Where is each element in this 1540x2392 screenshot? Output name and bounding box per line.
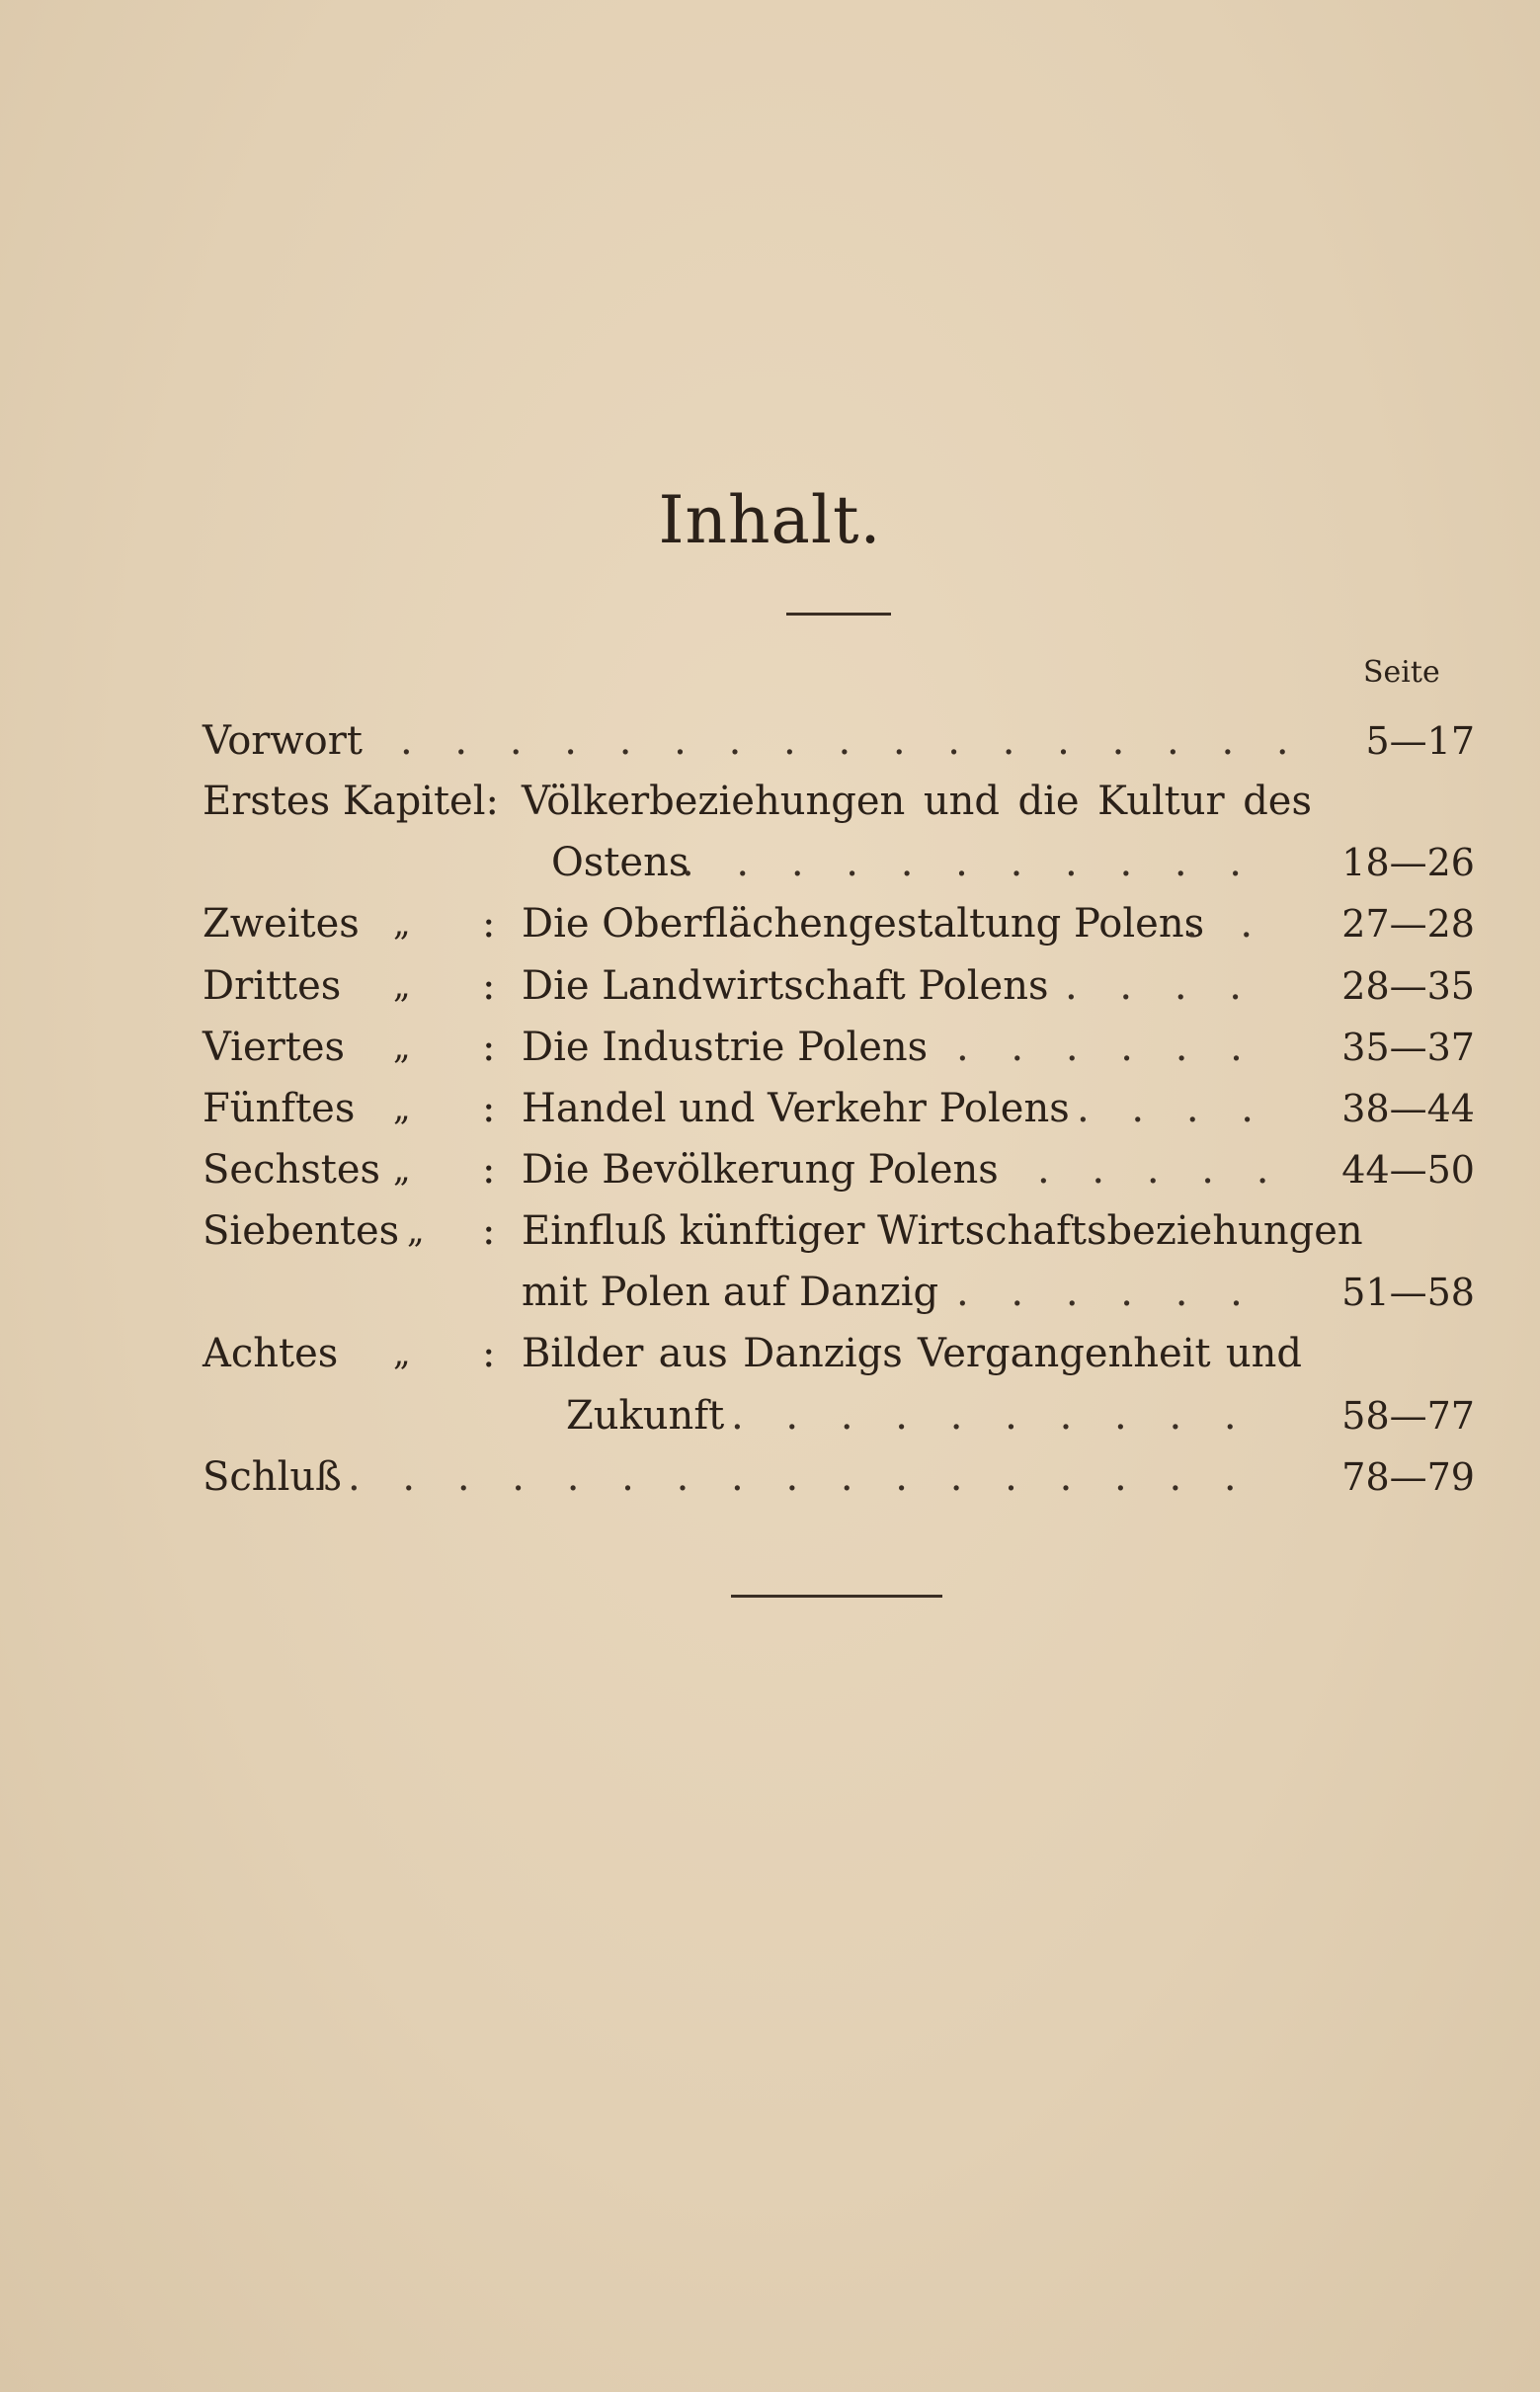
colon: : — [482, 963, 496, 1009]
toc-pages-siebentes: 51—58 — [1341, 1271, 1475, 1314]
closing-divider — [731, 1595, 942, 1598]
toc-pages-sechstes: 44—50 — [1341, 1148, 1475, 1192]
leader-dots: . . . . — [1077, 1086, 1269, 1131]
toc-title-drittes: Die Landwirtschaft Polens — [522, 963, 1049, 1009]
ditto-mark: „ — [393, 966, 411, 1006]
leader-dots: . . . . . . — [956, 1025, 1257, 1070]
toc-pages-zweites: 27—28 — [1341, 902, 1475, 946]
toc-title-achtes-line2: Zukunft — [566, 1393, 725, 1439]
ditto-mark: „ — [393, 1334, 411, 1373]
leader-dots: . . . . . — [1037, 1147, 1284, 1193]
toc-title-viertes: Die Industrie Polens — [522, 1025, 929, 1070]
toc-label-siebentes: Siebentes — [203, 1208, 400, 1254]
colon: : — [482, 1331, 496, 1376]
page-title: Inhalt. — [658, 482, 882, 558]
toc-title-sechstes: Die Bevölkerung Polens — [522, 1147, 999, 1193]
ditto-mark: „ — [393, 1028, 411, 1067]
toc-label-schluss: Schluß — [203, 1454, 342, 1500]
ditto-mark: „ — [393, 904, 411, 944]
toc-title-erstes-line1: Völkerbeziehungen und die Kultur des — [522, 779, 1312, 824]
leader-dots: . . . . . . . . . . — [731, 1393, 1252, 1439]
colon: : — [482, 901, 496, 947]
leader-dots: . . — [1185, 901, 1268, 947]
toc-title-siebentes-line2: mit Polen auf Danzig — [522, 1270, 939, 1315]
toc-pages-erstes: 18—26 — [1341, 841, 1475, 884]
ditto-mark: „ — [407, 1211, 425, 1251]
toc-pages-drittes: 28—35 — [1341, 964, 1475, 1008]
colon: : — [482, 1147, 496, 1193]
ditto-mark: „ — [393, 1089, 411, 1128]
toc-pages-vorwort: 5—17 — [1365, 719, 1475, 763]
colon: : — [482, 1025, 496, 1070]
toc-pages-schluss: 78—79 — [1341, 1455, 1475, 1499]
toc-pages-fuenftes: 38—44 — [1341, 1087, 1475, 1130]
title-divider — [786, 613, 891, 616]
toc-label-zweites: Zweites — [203, 901, 360, 947]
toc-label-sechstes: Sechstes — [203, 1147, 381, 1193]
toc-title-fuenftes: Handel und Verkehr Polens — [522, 1086, 1070, 1131]
toc-label-achtes: Achtes — [203, 1331, 339, 1376]
colon: : — [482, 1208, 496, 1254]
toc-title-erstes-line2: Ostens — [551, 840, 689, 885]
toc-title-achtes-line1: Bilder aus Danzigs Vergangenheit und — [522, 1331, 1302, 1376]
toc-label-erstes: Erstes Kapitel: — [203, 779, 499, 824]
toc-title-zweites: Die Oberflächengestaltung Polens — [522, 901, 1205, 947]
colon: : — [482, 1086, 496, 1131]
toc-label-fuenftes: Fünftes — [203, 1086, 356, 1131]
leader-dots: . . . . . . . . . . . . . . . . . — [400, 718, 1304, 764]
toc-label-vorwort: Vorwort — [203, 718, 363, 764]
toc-title-siebentes-line1: Einfluß künftiger Wirtschaftsbeziehungen — [522, 1208, 1363, 1254]
ditto-mark: „ — [393, 1150, 411, 1190]
toc-label-drittes: Drittes — [203, 963, 342, 1009]
toc-label-viertes: Viertes — [203, 1025, 346, 1070]
leader-dots: . . . . — [1065, 963, 1257, 1009]
leader-dots: . . . . . . . . . . . — [682, 840, 1257, 885]
leader-dots: . . . . . . . . . . . . . . . . . — [348, 1454, 1252, 1500]
toc-pages-viertes: 35—37 — [1341, 1026, 1475, 1069]
page-column-header: Seite — [1363, 655, 1440, 690]
leader-dots: . . . . . . — [956, 1270, 1257, 1315]
toc-pages-achtes: 58—77 — [1341, 1394, 1475, 1438]
